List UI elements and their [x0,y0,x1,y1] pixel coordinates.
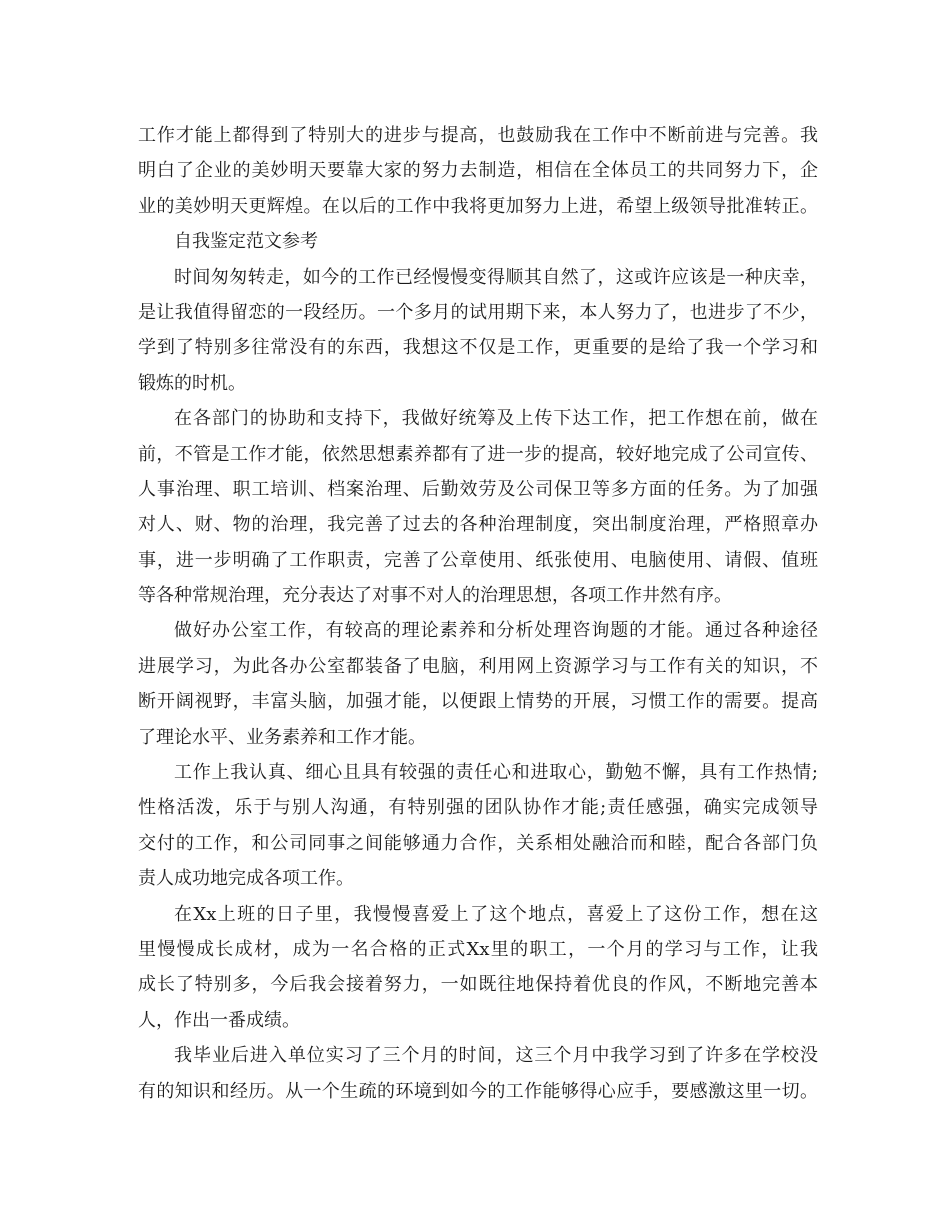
text-line: 进展学习，为此各办公室都装备了电脑，利用网上资源学习与工作有关的知识，不 [138,655,818,677]
text-line: 自我鉴定范文参考 [174,231,318,253]
text-line: 业的美妙明天更辉煌。在以后的工作中我将更加努力上进，希望上级领导批准转正。 [138,195,818,217]
text-line: 时间匆匆转走，如今的工作已经慢慢变得顺其自然了，这或许应该是一种庆幸， [174,266,818,288]
text-line: 人，作出一番成绩。 [138,1009,300,1031]
text-line: 交付的工作，和公司同事之间能够通力合作，关系相处融洽而和睦，配合各部门负 [138,832,818,854]
text-line: 在各部门的协助和支持下，我做好统筹及上传下达工作，把工作想在前，做在 [174,408,818,430]
text-line: 明白了企业的美妙明天要靠大家的努力去制造，相信在全体员工的共同努力下，企 [138,160,818,182]
text-line: 我毕业后进入单位实习了三个月的时间，这三个月中我学习到了许多在学校没 [174,1045,818,1067]
text-line: 工作上我认真、细心且具有较强的责任心和进取心，勤勉不懈，具有工作热情; [174,762,818,784]
text-line: 成长了特别多，今后我会接着努力，一如既往地保持着优良的作风，不断地完善本 [138,974,818,996]
text-line: 在Xx上班的日子里，我慢慢喜爱上了这个地点，喜爱上了这份工作，想在这 [174,903,818,925]
text-line: 人事治理、职工培训、档案治理、后勤效劳及公司保卫等多方面的任务。为了加强 [138,478,818,500]
text-line: 工作才能上都得到了特别大的进步与提高，也鼓励我在工作中不断前进与完善。我 [138,125,818,146]
text-line: 做好办公室工作，有较高的理论素养和分析处理咨询题的才能。通过各种途径 [174,620,818,642]
text-line: 学到了特别多往常没有的东西，我想这不仅是工作，更重要的是给了我一个学习和 [138,337,818,359]
text-line: 前，不管是工作才能，依然思想素养都有了进一步的提高，较好地完成了公司宣传、 [138,443,818,465]
text-line: 性格活泼，乐于与别人沟通，有特别强的团队协作才能;责任感强，确实完成领导 [138,797,818,819]
text-line: 断开阔视野，丰富头脑，加强才能，以便跟上情势的开展，习惯工作的需要。提高 [138,691,818,713]
text-line: 是让我值得留恋的一段经历。一个多月的试用期下来，本人努力了，也进步了不少， [138,301,818,323]
text-line: 对人、财、物的治理，我完善了过去的各种治理制度，突出制度治理，严格照章办 [138,514,818,536]
text-line: 事，进一步明确了工作职责，完善了公章使用、纸张使用、电脑使用、请假、值班 [138,549,818,571]
document-body [138,118,818,1109]
text-line: 锻炼的时机。 [138,372,246,394]
text-line: 里慢慢成长成材，成为一名合格的正式Xx里的职工，一个月的学习与工作，让我 [138,938,818,960]
text-line: 有的知识和经历。从一个生疏的环境到如今的工作能够得心应手，要感激这里一切。 [138,1080,818,1102]
text-line: 责人成功地完成各项工作。 [138,868,354,890]
text-line: 等各种常规治理，充分表达了对事不对人的治理思想，各项工作井然有序。 [138,585,732,607]
text-line: 了理论水平、业务素养和工作才能。 [138,726,426,748]
